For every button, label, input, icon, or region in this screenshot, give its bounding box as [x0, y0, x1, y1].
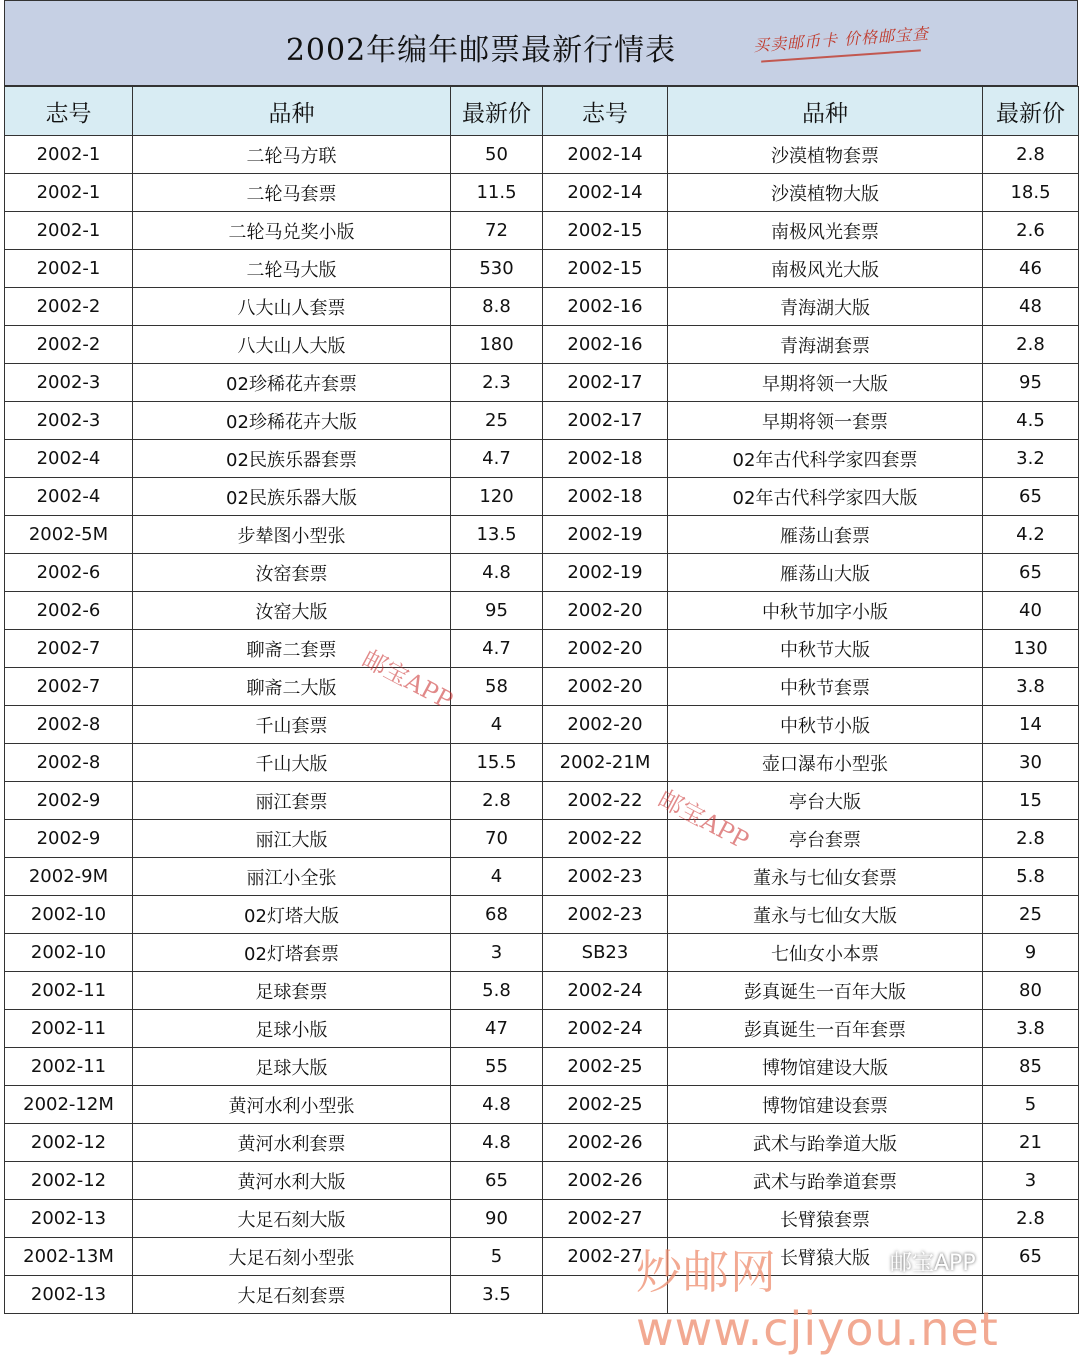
cell-code-right: 2002-20	[543, 630, 668, 668]
cell-variety-left: 大足石刻大版	[133, 1200, 451, 1238]
cell-price-left: 50	[451, 136, 543, 174]
table-row	[5, 1124, 1079, 1162]
cell-variety-right: 早期将领一套票	[668, 402, 983, 440]
cell-price-right: 46	[983, 250, 1079, 288]
cell-price-right: 3.2	[983, 440, 1079, 478]
cell-variety-left: 二轮马大版	[133, 250, 451, 288]
table-row	[5, 972, 1079, 1010]
cell-price-left: 2.3	[451, 364, 543, 402]
cell-variety-left: 丽江小全张	[133, 858, 451, 896]
cell-price-right: 48	[983, 288, 1079, 326]
footer-watermark: 炒邮网 www.cjiyou.net	[636, 1245, 999, 1356]
cell-variety-left: 02珍稀花卉大版	[133, 402, 451, 440]
table-row	[5, 858, 1079, 896]
cell-price-left: 25	[451, 402, 543, 440]
cell-code-left: 2002-9M	[5, 858, 133, 896]
cell-variety-left: 足球小版	[133, 1010, 451, 1048]
cell-variety-right: 02年古代科学家四套票	[668, 440, 983, 478]
cell-code-left: 2002-12	[5, 1124, 133, 1162]
cell-price-left: 3	[451, 934, 543, 972]
cell-variety-right: 雁荡山套票	[668, 516, 983, 554]
cell-price-left: 13.5	[451, 516, 543, 554]
cell-variety-right: 南极风光套票	[668, 212, 983, 250]
table-row	[5, 288, 1079, 326]
cell-variety-right: 沙漠植物大版	[668, 174, 983, 212]
cell-price-left: 4.7	[451, 630, 543, 668]
cell-variety-left: 步辇图小型张	[133, 516, 451, 554]
cell-code-right: 2002-24	[543, 972, 668, 1010]
cell-code-left: 2002-8	[5, 706, 133, 744]
cell-variety-right: 中秋节小版	[668, 706, 983, 744]
cell-price-left: 11.5	[451, 174, 543, 212]
cell-variety-right: 七仙女小本票	[668, 934, 983, 972]
table-row	[5, 1048, 1079, 1086]
cell-code-left: 2002-11	[5, 972, 133, 1010]
table-body	[5, 136, 1079, 1314]
cell-price-left: 4	[451, 706, 543, 744]
cell-price-left: 4.8	[451, 1086, 543, 1124]
cell-code-right: 2002-21M	[543, 744, 668, 782]
cell-price-left: 47	[451, 1010, 543, 1048]
cell-variety-left: 02灯塔套票	[133, 934, 451, 972]
cell-code-left: 2002-7	[5, 668, 133, 706]
cell-variety-left: 汝窑大版	[133, 592, 451, 630]
cell-price-right: 14	[983, 706, 1079, 744]
header-price-left: 最新价	[451, 87, 543, 136]
table-row	[5, 440, 1079, 478]
cell-code-right: 2002-15	[543, 212, 668, 250]
cell-code-left: 2002-13M	[5, 1238, 133, 1276]
cell-variety-left: 聊斋二套票	[133, 630, 451, 668]
table-row	[5, 1010, 1079, 1048]
cell-price-left: 4.8	[451, 1124, 543, 1162]
cell-code-right: 2002-23	[543, 896, 668, 934]
cell-variety-left: 丽江套票	[133, 782, 451, 820]
cell-code-left: 2002-1	[5, 136, 133, 174]
table-row	[5, 174, 1079, 212]
page-title: 2002年编年邮票最新行情表	[285, 33, 677, 68]
cell-variety-right: 长臂猿大版	[668, 1238, 983, 1276]
cell-price-right: 21	[983, 1124, 1079, 1162]
cell-code-left: 2002-4	[5, 440, 133, 478]
cell-code-left: 2002-3	[5, 402, 133, 440]
cell-code-right: 2002-20	[543, 592, 668, 630]
cell-price-left: 4	[451, 858, 543, 896]
table-row	[5, 364, 1079, 402]
cell-variety-right: 博物馆建设大版	[668, 1048, 983, 1086]
cell-code-left: 2002-11	[5, 1010, 133, 1048]
cell-price-right: 65	[983, 554, 1079, 592]
cell-variety-left: 02民族乐器套票	[133, 440, 451, 478]
wechat-label: 邮宝APP	[890, 1251, 976, 1276]
cell-price-left: 55	[451, 1048, 543, 1086]
cell-price-left: 530	[451, 250, 543, 288]
cell-variety-left: 聊斋二大版	[133, 668, 451, 706]
cell-price-right: 3.8	[983, 1010, 1079, 1048]
cell-code-right: 2002-16	[543, 288, 668, 326]
cell-code-right: 2002-18	[543, 440, 668, 478]
cell-variety-right: 壶口瀑布小型张	[668, 744, 983, 782]
cell-variety-left: 二轮马方联	[133, 136, 451, 174]
watermark-center-1: 邮宝APP	[357, 644, 458, 715]
cell-variety-left: 千山套票	[133, 706, 451, 744]
cell-variety-right: 雁荡山大版	[668, 554, 983, 592]
cell-code-right: 2002-14	[543, 136, 668, 174]
cell-price-right: 85	[983, 1048, 1079, 1086]
cell-variety-left: 02珍稀花卉套票	[133, 364, 451, 402]
header-variety-left: 品种	[133, 87, 451, 136]
cell-code-left: 2002-11	[5, 1048, 133, 1086]
title-bar	[4, 0, 1078, 86]
cell-code-right: SB23	[543, 934, 668, 972]
cell-variety-left: 丽江大版	[133, 820, 451, 858]
cell-variety-right: 青海湖套票	[668, 326, 983, 364]
cell-price-left: 5.8	[451, 972, 543, 1010]
cell-price-right: 4.5	[983, 402, 1079, 440]
cell-variety-left: 02灯塔大版	[133, 896, 451, 934]
cell-variety-left: 八大山人套票	[133, 288, 451, 326]
cell-code-right: 2002-16	[543, 326, 668, 364]
cell-price-left: 8.8	[451, 288, 543, 326]
cell-variety-right: 南极风光大版	[668, 250, 983, 288]
cell-code-right: 2002-20	[543, 668, 668, 706]
cell-code-right: 2002-14	[543, 174, 668, 212]
cell-price-left: 3.5	[451, 1276, 543, 1314]
cell-variety-right: 中秋节大版	[668, 630, 983, 668]
cell-code-left: 2002-9	[5, 820, 133, 858]
table-row	[5, 1086, 1079, 1124]
cell-price-right: 2.8	[983, 136, 1079, 174]
cell-price-right: 65	[983, 478, 1079, 516]
cell-code-right: 2002-17	[543, 364, 668, 402]
table-row	[5, 630, 1079, 668]
cell-code-right: 2002-24	[543, 1010, 668, 1048]
cell-price-right: 30	[983, 744, 1079, 782]
cell-code-left: 2002-2	[5, 326, 133, 364]
cell-price-right: 9	[983, 934, 1079, 972]
cell-variety-left: 大足石刻套票	[133, 1276, 451, 1314]
watermark-center-2: 邮宝APP	[653, 784, 754, 855]
cell-variety-right: 武术与跆拳道套票	[668, 1162, 983, 1200]
cell-price-left: 180	[451, 326, 543, 364]
cell-variety-right: 董永与七仙女套票	[668, 858, 983, 896]
cell-price-left: 90	[451, 1200, 543, 1238]
cell-code-left: 2002-9	[5, 782, 133, 820]
cell-price-right: 40	[983, 592, 1079, 630]
cell-code-right: 2002-23	[543, 858, 668, 896]
cell-code-left: 2002-2	[5, 288, 133, 326]
table-row	[5, 896, 1079, 934]
cell-variety-right: 中秋节套票	[668, 668, 983, 706]
cell-price-right: 130	[983, 630, 1079, 668]
cell-code-right: 2002-19	[543, 554, 668, 592]
cell-variety-left: 汝窑套票	[133, 554, 451, 592]
cell-variety-right: 武术与跆拳道大版	[668, 1124, 983, 1162]
cell-price-left: 70	[451, 820, 543, 858]
header-code-right: 志号	[543, 87, 668, 136]
cell-price-right: 3.8	[983, 668, 1079, 706]
cell-price-left: 68	[451, 896, 543, 934]
cell-code-right: 2002-22	[543, 782, 668, 820]
cell-price-left: 2.8	[451, 782, 543, 820]
cell-code-left: 2002-3	[5, 364, 133, 402]
cell-code-left: 2002-13	[5, 1200, 133, 1238]
cell-variety-left: 大足石刻小型张	[133, 1238, 451, 1276]
cell-variety-left: 二轮马兑奖小版	[133, 212, 451, 250]
cell-code-right: 2002-25	[543, 1048, 668, 1086]
cell-code-right: 2002-27	[543, 1238, 668, 1276]
cell-code-right: 2002-18	[543, 478, 668, 516]
table-row	[5, 592, 1079, 630]
table-row	[5, 136, 1079, 174]
cell-price-right: 95	[983, 364, 1079, 402]
cell-code-left: 2002-10	[5, 934, 133, 972]
cell-code-left: 2002-1	[5, 250, 133, 288]
cell-variety-right: 亭台大版	[668, 782, 983, 820]
cell-code-left: 2002-12	[5, 1162, 133, 1200]
cell-variety-right: 沙漠植物套票	[668, 136, 983, 174]
header-row	[5, 87, 1079, 136]
cell-price-left: 58	[451, 668, 543, 706]
cell-price-left: 95	[451, 592, 543, 630]
cell-code-left: 2002-8	[5, 744, 133, 782]
cell-price-left: 120	[451, 478, 543, 516]
table-row	[5, 820, 1079, 858]
cell-price-right: 25	[983, 896, 1079, 934]
cell-code-left: 2002-5M	[5, 516, 133, 554]
table-row	[5, 478, 1079, 516]
cell-variety-right: 中秋节加字小版	[668, 592, 983, 630]
cell-price-right: 3	[983, 1162, 1079, 1200]
cell-price-right: 2.8	[983, 326, 1079, 364]
cell-code-right: 2002-15	[543, 250, 668, 288]
cell-code-left: 2002-12M	[5, 1086, 133, 1124]
cell-code-right: 2002-19	[543, 516, 668, 554]
cell-code-right: 2002-25	[543, 1086, 668, 1124]
handwritten-stamp: 买卖邮币卡 价格邮宝查	[752, 23, 930, 56]
table-row	[5, 250, 1079, 288]
table-row	[5, 744, 1079, 782]
table-row	[5, 934, 1079, 972]
cell-price-right: 2.8	[983, 1200, 1079, 1238]
cell-price-left: 4.8	[451, 554, 543, 592]
cell-code-right: 2002-22	[543, 820, 668, 858]
cell-price-right: 80	[983, 972, 1079, 1010]
table-row	[5, 782, 1079, 820]
cell-variety-right: 董永与七仙女大版	[668, 896, 983, 934]
cell-code-right: 2002-27	[543, 1200, 668, 1238]
cell-variety-right: 博物馆建设套票	[668, 1086, 983, 1124]
cell-variety-left: 黄河水利小型张	[133, 1086, 451, 1124]
cell-price-right: 4.2	[983, 516, 1079, 554]
cell-code-left: 2002-10	[5, 896, 133, 934]
table-row	[5, 668, 1079, 706]
cell-code-left: 2002-6	[5, 554, 133, 592]
table-row	[5, 326, 1079, 364]
cell-variety-right: 早期将领一大版	[668, 364, 983, 402]
cell-variety-left: 黄河水利大版	[133, 1162, 451, 1200]
header-code-left: 志号	[5, 87, 133, 136]
price-table	[4, 86, 1079, 1314]
cell-price-left: 5	[451, 1238, 543, 1276]
cell-code-left: 2002-1	[5, 212, 133, 250]
table-row	[5, 706, 1079, 744]
cell-code-right: 2002-17	[543, 402, 668, 440]
header-price-right: 最新价	[983, 87, 1079, 136]
cell-code-right: 2002-20	[543, 706, 668, 744]
cell-code-left: 2002-4	[5, 478, 133, 516]
table-row	[5, 554, 1079, 592]
table-row	[5, 1162, 1079, 1200]
cell-price-right: 65	[983, 1238, 1079, 1276]
cell-variety-right: 亭台套票	[668, 820, 983, 858]
cell-variety-right: 彭真诞生一百年大版	[668, 972, 983, 1010]
cell-variety-left: 八大山人大版	[133, 326, 451, 364]
price-sheet	[4, 0, 1078, 1314]
table-row	[5, 212, 1079, 250]
cell-code-left: 2002-13	[5, 1276, 133, 1314]
cell-variety-right: 彭真诞生一百年套票	[668, 1010, 983, 1048]
cell-price-left: 4.7	[451, 440, 543, 478]
cell-price-right: 2.6	[983, 212, 1079, 250]
cell-price-left: 72	[451, 212, 543, 250]
header-variety-right: 品种	[668, 87, 983, 136]
cell-variety-right: 长臂猿套票	[668, 1200, 983, 1238]
cell-price-right: 2.8	[983, 820, 1079, 858]
cell-price-right: 15	[983, 782, 1079, 820]
cell-price-right: 5	[983, 1086, 1079, 1124]
cell-variety-left: 千山大版	[133, 744, 451, 782]
cell-price-right: 18.5	[983, 174, 1079, 212]
cell-variety-right: 02年古代科学家四大版	[668, 478, 983, 516]
cell-code-left: 2002-6	[5, 592, 133, 630]
table-row	[5, 1200, 1079, 1238]
cell-code-left: 2002-1	[5, 174, 133, 212]
cell-variety-left: 足球大版	[133, 1048, 451, 1086]
cell-price-left: 65	[451, 1162, 543, 1200]
cell-variety-left: 二轮马套票	[133, 174, 451, 212]
cell-code-right: 2002-26	[543, 1162, 668, 1200]
cell-variety-left: 02民族乐器大版	[133, 478, 451, 516]
cell-variety-left: 黄河水利套票	[133, 1124, 451, 1162]
cell-code-right: 2002-26	[543, 1124, 668, 1162]
cell-price-right: 5.8	[983, 858, 1079, 896]
cell-variety-right: 青海湖大版	[668, 288, 983, 326]
cell-price-left: 15.5	[451, 744, 543, 782]
cell-variety-left: 足球套票	[133, 972, 451, 1010]
cell-code-left: 2002-7	[5, 630, 133, 668]
table-row	[5, 516, 1079, 554]
table-row	[5, 402, 1079, 440]
